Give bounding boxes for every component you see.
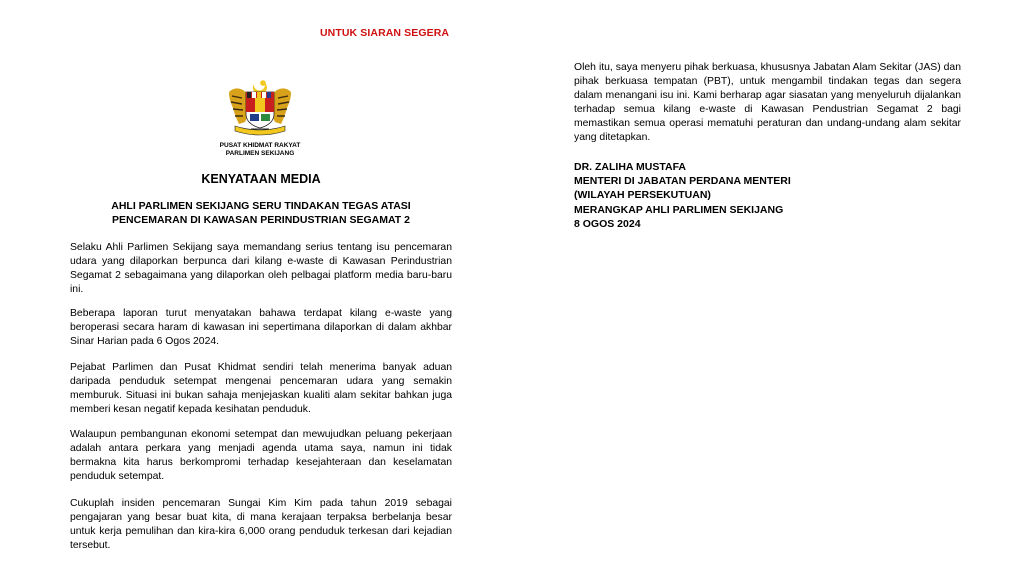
signature-block [574, 160, 791, 231]
signature-date: 8 OGOS 2024 [574, 217, 641, 230]
coat-of-arms-icon [221, 76, 299, 140]
signatory-name: DR. ZALIHA MUSTAFA [574, 161, 686, 173]
release-label: UNTUK SIARAN SEGERA [320, 27, 450, 39]
signatory-title-2: (WILAYAH PERSEKUTUAN) [574, 189, 711, 202]
paragraph-3: Pejabat Parlimen dan Pusat Khidmat sendiri telah menerima banyak aduan daripada penduduk setempat mengenai pencemaran udara yang semakin memburuk. Situasi ini bukan sahaja menjejaskan kualiti alam sekitar bahkan juga memberi kesan negatif kepada kesihatan penduduk. [70, 362, 452, 415]
document-heading: KENYATAAN MEDIA [201, 172, 321, 186]
paragraph-4: Walaupun pembangunan ekonomi setempat dan mewujudkan peluang pekerjaan adalah antara perkara yang menjadi agenda utama saya, namun ini tidak bermakna kita harus berkompromi terhadap kesejahteraan dan keselamatan penduduk setempat. [70, 429, 452, 482]
signatory-title-1: MENTERI DI JABATAN PERDANA MENTERI [574, 175, 791, 188]
paragraph-1: Selaku Ahli Parlimen Sekijang saya memandang serius tentang isu pencemaran udara yang dilaporkan berpunca dari kilang e-waste di Kawasan Perindustrian Segamat 2 sebagaimana yang dilaporkan oleh pelbagai platform media baru-baru ini. [70, 242, 452, 295]
signatory-title-3: MERANGKAP AHLI PARLIMEN SEKIJANG [574, 203, 784, 216]
org-line-1: PUSAT KHIDMAT RAKYAT [219, 142, 301, 149]
paragraph-2: Beberapa laporan turut menyatakan bahawa terdapat kilang e-waste yang beroperasi secara haram di kawasan ini sepertimana dilaporkan di dalam akhbar Sinar Harian pada 6 Ogos 2024. [70, 308, 452, 347]
organization-name [150, 142, 370, 158]
headline-line-2: PENCEMARAN DI KAWASAN PERINDUSTRIAN SEGAMAT 2 [112, 213, 410, 226]
org-line-2: PARLIMEN SEKIJANG [225, 150, 295, 157]
headline-line-1: AHLI PARLIMEN SEKIJANG SERU TINDAKAN TEGAS ATASI [111, 200, 411, 212]
paragraph-5: Cukuplah insiden pencemaran Sungai Kim Kim pada tahun 2019 sebagai pengajaran yang besar buat kita, di mana kerajaan terpaksa berbelanja besar untuk kerja pemulihan dan kira-kira 6,000 orang penduduk terkesan dari kejadian tersebut. [70, 498, 452, 551]
right-paragraph: Oleh itu, saya menyeru pihak berkuasa, khususnya Jabatan Alam Sekitar (JAS) dan pihak berkuasa tempatan (PBT), untuk mengambil tindakan tegas dan segera dalam menangani isu ini. Kami berharap agar siasatan yang menyeluruh dijalankan terhadap semua kilang e-waste di Kawasan Pendustrian Segamat 2 bagi memastikan semua operasi mematuhi peraturan dan undang-undang alam sekitar yang ditetapkan. [574, 62, 961, 143]
press-headline [70, 200, 452, 227]
